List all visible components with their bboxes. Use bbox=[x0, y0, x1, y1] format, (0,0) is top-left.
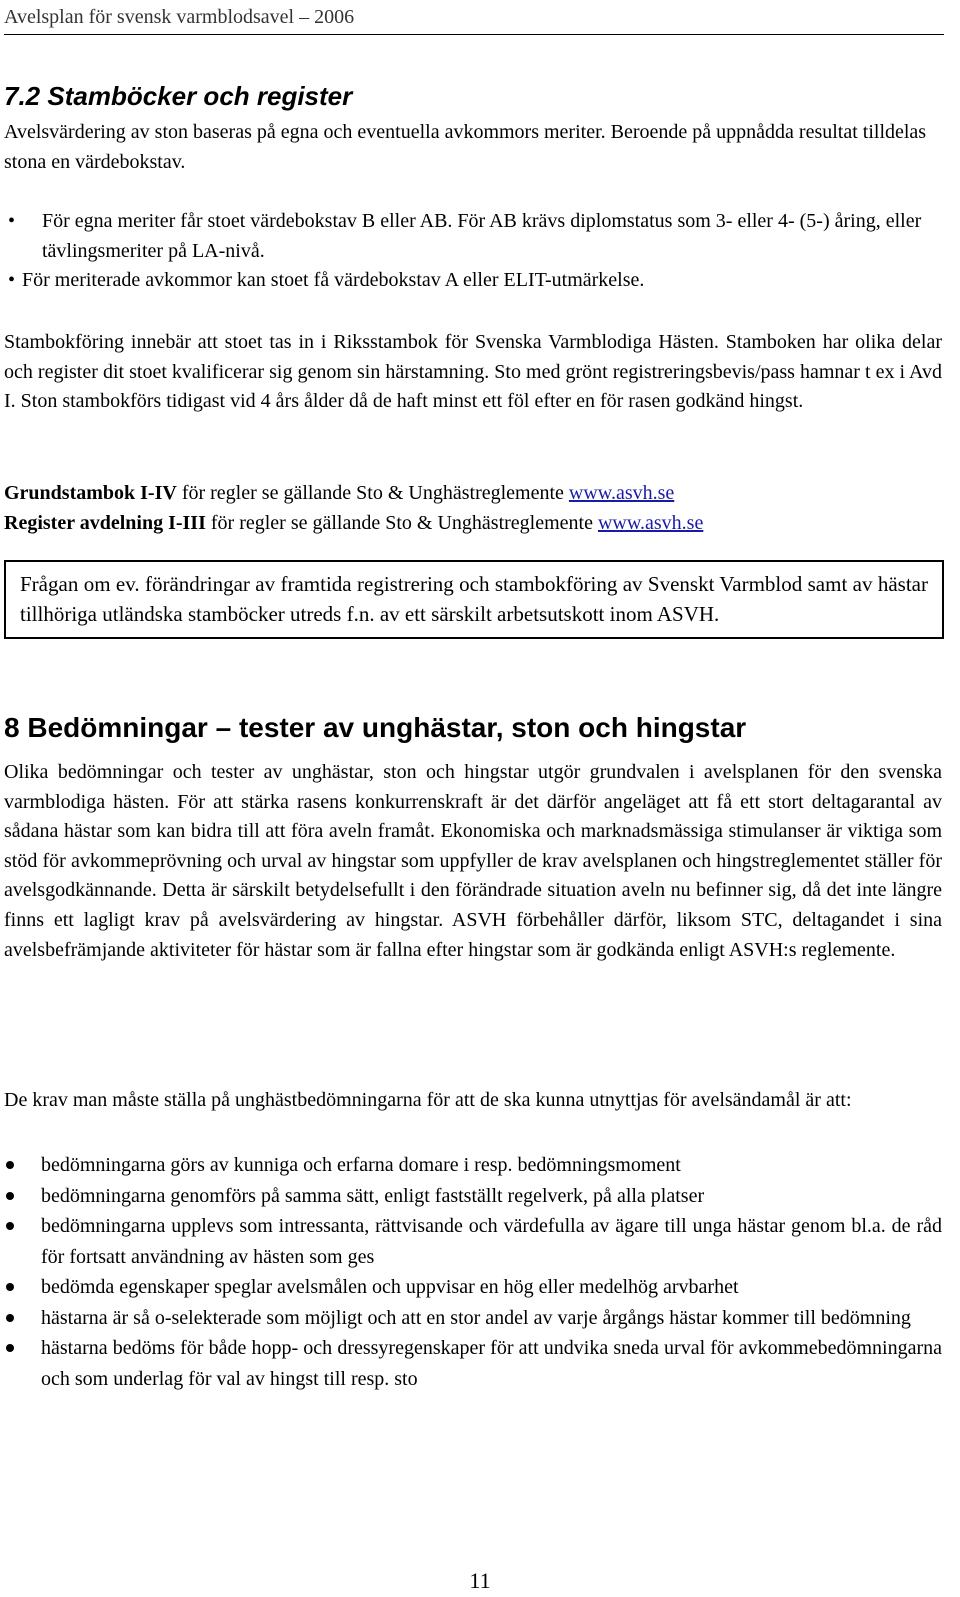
register-text: för regler se gällande Sto & Unghästreglemente bbox=[205, 511, 598, 534]
rule-bullet-list bbox=[4, 207, 942, 296]
list-item bbox=[4, 1272, 942, 1303]
requirements-intro: De krav man måste ställa på unghästbedömningarna för att de ska kunna utnyttjas för avelsändamål är att: bbox=[4, 1089, 852, 1111]
intro-paragraph: Avelsvärdering av ston baseras på egna och eventuella avkommors meriter. Beroende på uppnådda resultat tilldelas stona en värdebokstav. bbox=[4, 121, 927, 173]
list-item-text: bedömningarna görs av kunniga och erfarna domare i resp. bedömningsmoment bbox=[41, 1154, 681, 1176]
register-line-register-avdelning bbox=[4, 509, 942, 539]
list-item-text: För egna meriter får stoet värdebokstav B eller AB. För AB krävs diplomstatus som 3- eller 4- (5-) åring, eller tävlingsmeriter på LA-nivå. bbox=[42, 210, 922, 262]
asvh-link[interactable]: www.asvh.se bbox=[597, 511, 704, 534]
bullet-icon: • bbox=[8, 210, 16, 232]
header-title: Avelsplan för svensk varmblodsavel – 2006 bbox=[4, 6, 355, 28]
boxed-note bbox=[4, 560, 944, 639]
requirements-list bbox=[4, 1150, 942, 1394]
bullet-icon bbox=[6, 1161, 14, 1169]
list-item-text: bedömda egenskaper speglar avelsmålen och uppvisar en hög eller medelhög arvbarhet bbox=[41, 1276, 739, 1298]
list-item-text: bedömningarna genomförs på samma sätt, enligt fastställt regelverk, på alla platser bbox=[41, 1184, 705, 1207]
register-lines bbox=[4, 479, 942, 538]
stambok-paragraph: Stambokföring innebär att stoet tas in i Riksstambok för Svenska Varmblodiga Hästen. Stamboken har olika delar och register dit stoet kvalificerar sig genom sin härstamning. Sto med grönt registreringsbevis/pass hamnar t ex i Avd I. Ston stambokförs tidigast vid 4 års ålder då de haft minst ett föl efter en för rasen godkänd hingst. bbox=[4, 331, 942, 413]
section-7-2-heading: 7.2 Stamböcker och register bbox=[4, 81, 353, 111]
asvh-link[interactable]: www.asvh.se bbox=[568, 482, 675, 504]
requirements-intro-block bbox=[4, 1086, 942, 1116]
section-8-paragraph: Olika bedömningar och tester av unghästar, ston och hingstar utgör grundvalen i avelsplanen för den svenska varmblodiga hästen. För att stärka rasens konkurrenskraft är det därför angeläget att få ett stort deltagarantal av sådana hästar som kan bidra till att föra aveln framåt. Ekonomiska och marknadsmässiga stimulanser är viktiga som stöd för avkommeprövning och urval av hingstar som uppfyller de krav avelsplanen och hingstreglementet ställer för avelsgodkännande. Detta är särskilt betydelsefullt i den förändrade situation aveln nu befinner sig, då det inte längre finns ett lagligt krav på avelsvärdering av hingstar. ASVH förbehåller därför, liksom STC, deltagandet i sina avelsbefrämjande aktiviteter för hästar som är fallna efter hingstar som är godkända enligt ASVH:s reglemente. bbox=[4, 761, 942, 961]
section-8-paragraph-block bbox=[4, 758, 942, 965]
list-item bbox=[4, 1181, 942, 1212]
list-item bbox=[4, 1303, 942, 1334]
list-item bbox=[4, 207, 942, 266]
register-line-grundstambok bbox=[4, 479, 942, 509]
bullet-icon bbox=[6, 1314, 14, 1322]
section-7-2-intro-block bbox=[4, 118, 942, 177]
register-name: Register avdelning I-III bbox=[4, 511, 206, 534]
running-header bbox=[4, 4, 944, 35]
list-item bbox=[4, 1333, 942, 1394]
list-item-text: hästarna är så o-selekterade som möjligt och att en stor andel av varje årgångs hästar kommer till bedömning bbox=[41, 1306, 911, 1329]
stambok-paragraph-block bbox=[4, 328, 942, 417]
bullet-icon bbox=[6, 1283, 14, 1291]
boxed-note-text: Frågan om ev. förändringar av framtida registrering och stambokföring av Svenskt Varmblod samt av hästar tillhöriga utländska stamböcker utreds f.n. av ett särskilt arbetsutskott inom ASVH. bbox=[20, 572, 928, 626]
bullet-icon bbox=[6, 1192, 14, 1200]
page-number: 11 bbox=[469, 1568, 491, 1593]
bullet-icon bbox=[6, 1222, 14, 1230]
list-item bbox=[4, 266, 942, 296]
bullet-icon bbox=[6, 1344, 14, 1352]
list-item-text: bedömningarna upplevs som intressanta, rättvisande och värdefulla av ägare till unga hästar genom bl.a. de råd för fortsatt användning av hästen som ges bbox=[41, 1215, 942, 1268]
list-item bbox=[4, 1150, 942, 1181]
section-8-heading: 8 Bedömningar – tester av unghästar, ston och hingstar bbox=[4, 712, 747, 743]
list-item bbox=[4, 1211, 942, 1272]
register-text: för regler se gällande Sto & Unghästreglemente bbox=[176, 482, 569, 504]
bullet-icon: • bbox=[8, 269, 16, 292]
list-item-text: hästarna bedöms för både hopp- och dressyregenskaper för att undvika sneda urval för avkommebedömningarna och som underlag för val av hingst till resp. sto bbox=[41, 1337, 942, 1390]
list-item-text: För meriterade avkommor kan stoet få värdebokstav A eller ELIT-utmärkelse. bbox=[22, 269, 645, 292]
register-name: Grundstambok I-IV bbox=[4, 482, 177, 504]
